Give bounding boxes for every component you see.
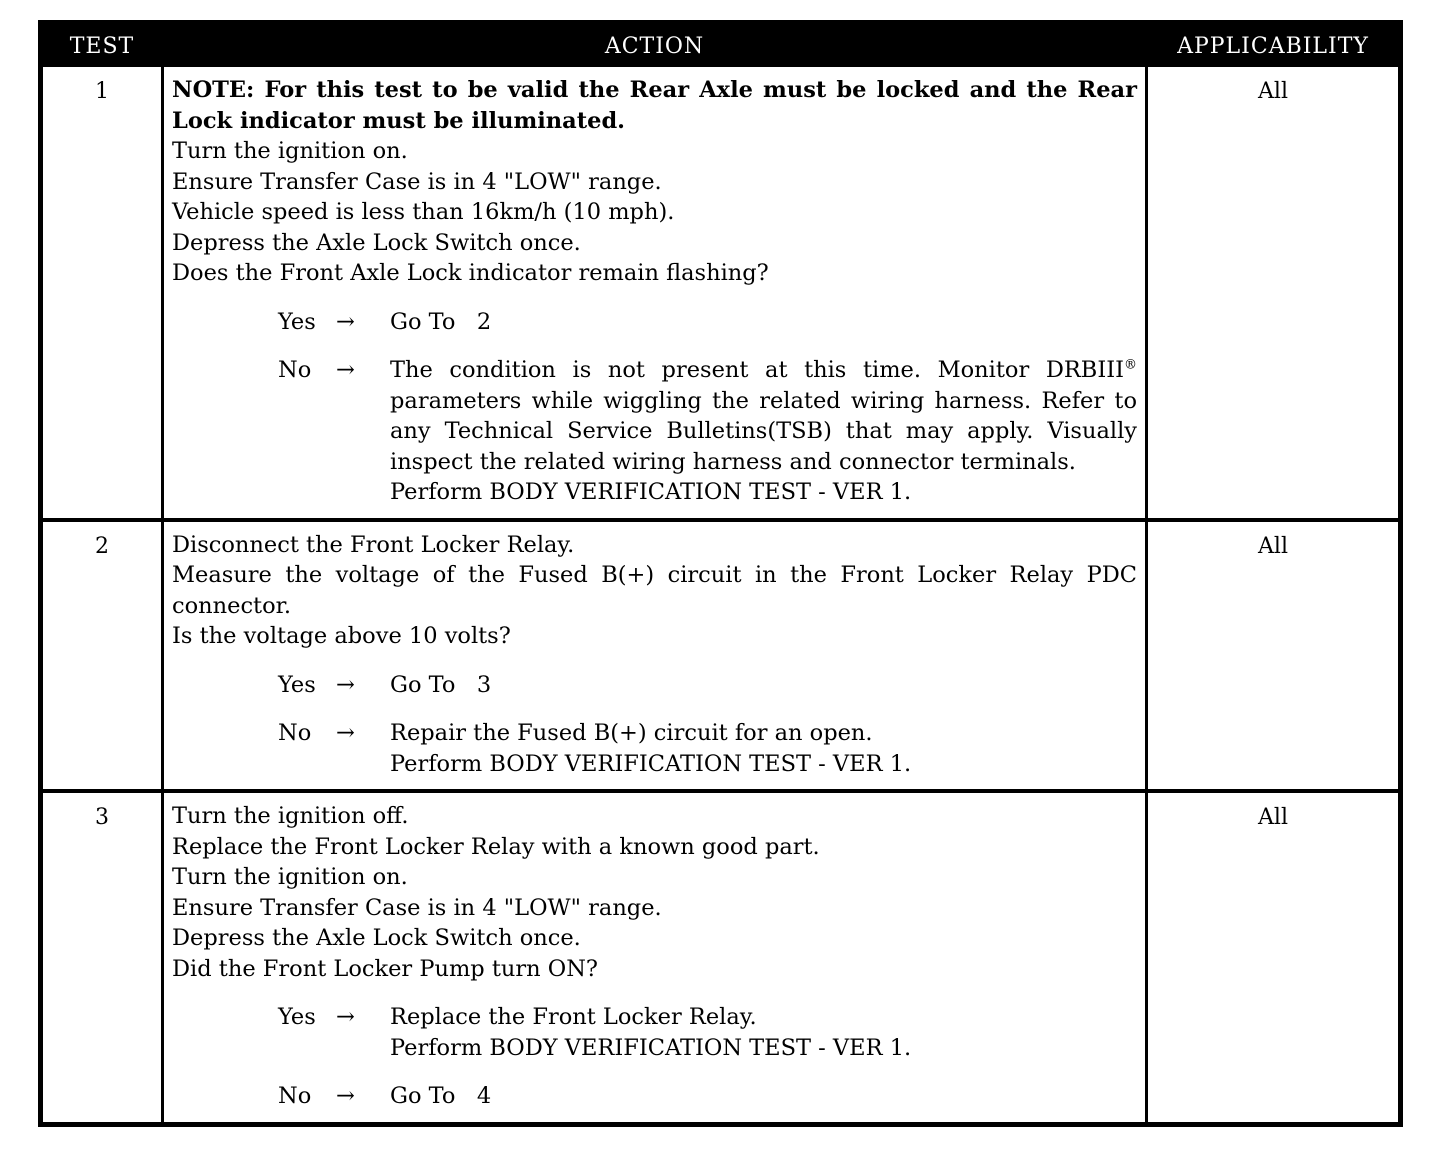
header-test: TEST <box>69 33 135 59</box>
verification-step: Perform BODY VERIFICATION TEST - VER 1. <box>390 479 912 505</box>
no-label: No <box>278 1083 312 1109</box>
action-cell <box>161 67 1148 518</box>
note-text: NOTE: For this test to be valid the Rear Axle must be locked and the Rear Lock indicator must be illuminated. <box>172 77 1137 134</box>
yes-result-text: Replace the Front Locker Relay. <box>390 1004 757 1030</box>
no-result-text: The condition is not present at this time. Monitor DRBIII® parameters while wiggling the related wiring harness. Refer to any Technical Service Bulletins(TSB) that may apply. Visually inspect the related wiring harness and connector terminals. <box>390 357 1137 475</box>
table-row <box>43 518 1398 790</box>
action-step: Measure the voltage of the Fused B(+) circuit in the Front Locker Relay PDC connector. <box>172 562 1137 619</box>
arrow-right-icon: → <box>336 1004 355 1030</box>
table-header <box>43 25 1398 67</box>
arrow-right-icon: → <box>336 1083 355 1109</box>
yes-result: Go To 2 <box>390 308 492 335</box>
yes-branch <box>172 1002 1137 1063</box>
action-step: Disconnect the Front Locker Relay. <box>172 531 575 558</box>
action-step: Ensure Transfer Case is in 4 "LOW" range. <box>172 168 662 195</box>
no-branch <box>172 1081 1137 1112</box>
no-branch <box>172 355 1137 508</box>
no-label: No <box>278 357 312 383</box>
no-result-text: Repair the Fused B(+) circuit for an open. <box>390 720 873 746</box>
action-step: Turn the ignition on. <box>172 138 408 164</box>
registered-mark: ® <box>1124 357 1137 373</box>
verification-step: Perform BODY VERIFICATION TEST - VER 1. <box>390 1034 912 1061</box>
yes-branch <box>172 670 1137 701</box>
yes-label: Yes <box>278 671 316 698</box>
header-applicability: APPLICABILITY <box>1177 33 1369 59</box>
action-step: Depress the Axle Lock Switch once. <box>172 229 581 256</box>
action-step: Is the voltage above 10 volts? <box>172 623 511 649</box>
action-cell <box>161 522 1148 790</box>
arrow-right-icon: → <box>336 720 355 746</box>
action-step: Turn the ignition on. <box>172 864 408 890</box>
yes-branch <box>172 307 1137 338</box>
applicability-value: All <box>1258 805 1288 830</box>
test-number: 2 <box>95 533 109 559</box>
arrow-right-icon: → <box>336 671 355 698</box>
action-step: Does the Front Axle Lock indicator remain flashing? <box>172 260 769 286</box>
yes-result: Go To 3 <box>390 671 492 698</box>
table-row <box>43 67 1398 518</box>
action-step: Replace the Front Locker Relay with a known good part. <box>172 833 820 860</box>
test-number: 3 <box>95 805 109 830</box>
test-number: 1 <box>95 79 109 104</box>
action-cell <box>161 793 1148 1122</box>
arrow-right-icon: → <box>336 357 355 383</box>
action-step: Ensure Transfer Case is in 4 "LOW" range. <box>172 894 662 921</box>
yes-result <box>390 1002 1137 1063</box>
action-step: Vehicle speed is less than 16km/h (10 mph). <box>172 199 675 225</box>
table-row <box>43 789 1398 1122</box>
diagnostic-test-table <box>38 20 1403 1127</box>
action-step: Did the Front Locker Pump turn ON? <box>172 955 598 982</box>
no-result <box>390 718 1137 779</box>
applicability-value: All <box>1258 533 1288 559</box>
yes-label: Yes <box>278 308 316 335</box>
yes-label: Yes <box>278 1004 316 1030</box>
applicability-value: All <box>1258 79 1288 104</box>
header-action: ACTION <box>604 33 705 59</box>
action-step: Depress the Axle Lock Switch once. <box>172 925 581 951</box>
no-label: No <box>278 720 312 746</box>
no-branch <box>172 718 1137 779</box>
no-result <box>390 355 1137 508</box>
verification-step: Perform BODY VERIFICATION TEST - VER 1. <box>390 750 912 777</box>
action-step: Turn the ignition off. <box>172 803 409 829</box>
arrow-right-icon: → <box>336 308 355 335</box>
no-result: Go To 4 <box>390 1083 492 1109</box>
